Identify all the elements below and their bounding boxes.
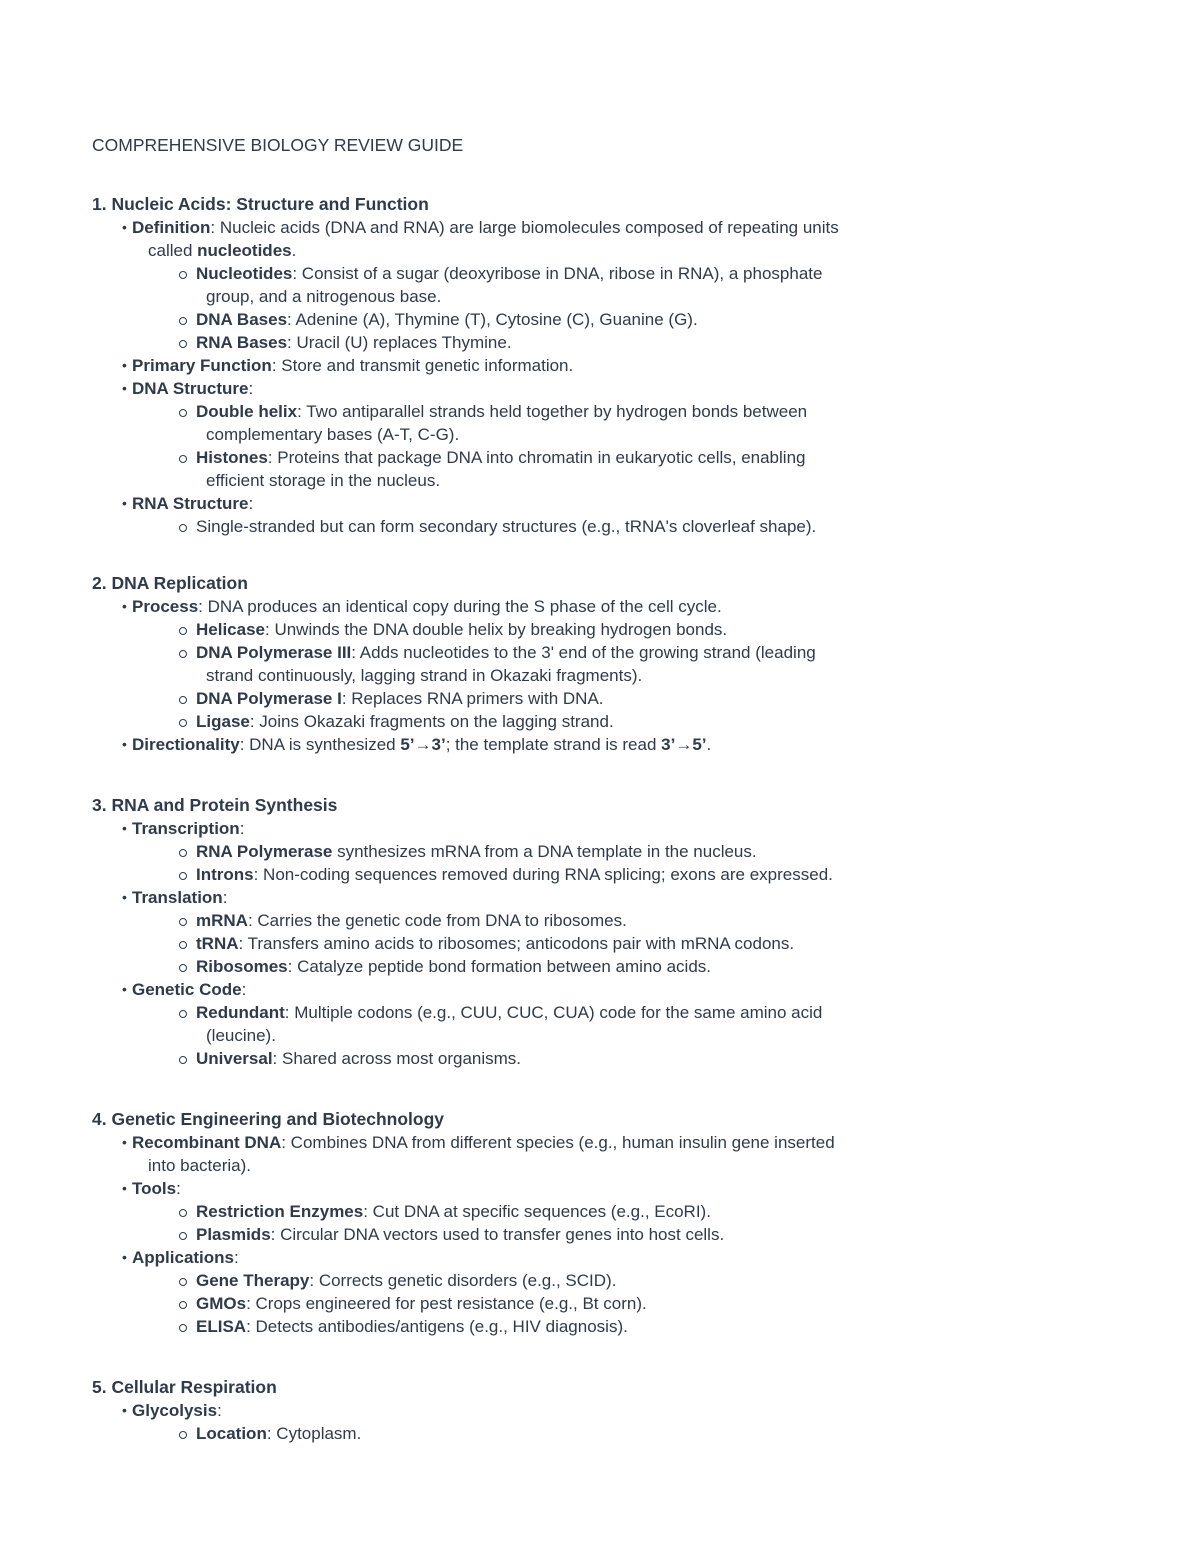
term: Gene Therapy [196, 1271, 310, 1290]
item-text: . [706, 735, 712, 754]
item-text: : Uracil (U) replaces Thymine. [287, 333, 512, 352]
item-text: : Cut DNA at specific sequences (e.g., EcoRI). [363, 1202, 711, 1221]
list-item [122, 1246, 932, 1338]
item-text: : Catalyze peptide bond formation between amino acids. [287, 957, 712, 976]
section-heading: 4. Genetic Engineering and Biotechnology [92, 1109, 444, 1129]
section-rna-protein-synthesis [92, 794, 932, 1070]
item-text: synthesizes mRNA from a DNA template in the nucleus. [332, 842, 757, 861]
bullet-list [92, 1399, 932, 1445]
term: Restriction Enzymes [196, 1202, 364, 1221]
term: Genetic Code [132, 980, 242, 999]
sub-list-item [179, 1047, 932, 1070]
sub-list-item [179, 1001, 932, 1047]
item-text: : Store and transmit genetic information. [271, 356, 574, 375]
item-text: : [222, 888, 228, 907]
section-heading: 2. DNA Replication [92, 573, 248, 593]
item-text: : Shared across most organisms. [272, 1049, 522, 1068]
sub-list-item [179, 909, 932, 932]
list-item [122, 377, 932, 492]
item-text: called [148, 241, 198, 260]
sub-list [132, 1200, 932, 1246]
term: Definition [132, 218, 211, 237]
section-heading: 1. Nucleic Acids: Structure and Function [92, 194, 429, 214]
sub-list-item [179, 687, 932, 710]
continuation: complementary bases (A-T, C-G). [206, 425, 460, 444]
sub-list-item [179, 863, 932, 886]
term: Universal [196, 1049, 273, 1068]
item-text: : Proteins that package DNA into chromatin in eukaryotic cells, enabling [267, 448, 806, 467]
sub-list [132, 400, 932, 492]
item-text: : Nucleic acids (DNA and RNA) are large biomolecules composed of repeating units [210, 218, 839, 237]
sub-list [132, 262, 932, 354]
sub-list-item [179, 446, 932, 492]
item-text: : [241, 980, 247, 999]
item-text: ; the template strand is read [445, 735, 662, 754]
item-text: : Joins Okazaki fragments on the lagging strand. [249, 712, 614, 731]
item-text: : [248, 494, 254, 513]
item-text: : Multiple codons (e.g., CUU, CUC, CUA) code for the same amino acid [284, 1003, 823, 1022]
item-text: : [248, 379, 254, 398]
bullet-list [92, 1131, 932, 1338]
item-text: : Unwinds the DNA double helix by breaking hydrogen bonds. [265, 620, 728, 639]
sub-list-item [179, 618, 932, 641]
item-text: : [176, 1179, 181, 1198]
sub-list-item [179, 308, 932, 331]
term: ELISA [196, 1317, 247, 1336]
sub-list-item [179, 262, 932, 308]
term: Introns [196, 865, 254, 884]
term: DNA Polymerase I [196, 689, 342, 708]
sub-list-item [179, 932, 932, 955]
term: Directionality [132, 735, 240, 754]
continuation: efficient storage in the nucleus. [206, 471, 441, 490]
item-text: : Non-coding sequences removed during RNA splicing; exons are expressed. [253, 865, 833, 884]
term: DNA Polymerase III [196, 643, 352, 662]
term: Histones [196, 448, 268, 467]
continuation: group, and a nitrogenous base. [206, 287, 442, 306]
term: Ligase [196, 712, 250, 731]
term: Recombinant DNA [132, 1133, 282, 1152]
list-item [122, 733, 932, 756]
bullet-list [92, 595, 932, 756]
item-text: : [234, 1248, 239, 1267]
sub-list-item [179, 710, 932, 733]
item-text: : Detects antibodies/antigens (e.g., HIV diagnosis). [246, 1317, 628, 1336]
item-text: : Adenine (A), Thymine (T), Cytosine (C), Guanine (G). [287, 310, 698, 329]
term: Glycolysis [132, 1401, 218, 1420]
term: Applications [132, 1248, 235, 1267]
sub-list [132, 1269, 932, 1338]
sub-list [132, 909, 932, 978]
item-text: : [239, 819, 245, 838]
term: Double helix [196, 402, 298, 421]
term: RNA Polymerase [196, 842, 333, 861]
sub-list-item [179, 641, 932, 687]
term: Tools [132, 1179, 177, 1198]
sub-list-item [179, 1200, 932, 1223]
list-item [122, 216, 932, 354]
item-text: : Carries the genetic code from DNA to ribosomes. [247, 911, 627, 930]
sub-list-item [179, 515, 932, 538]
term: Redundant [196, 1003, 285, 1022]
list-item [122, 1177, 932, 1246]
sub-list [132, 1001, 932, 1070]
term: Plasmids [196, 1225, 271, 1244]
sub-list-item [179, 331, 932, 354]
sub-list-item [179, 1223, 932, 1246]
term: Helicase [196, 620, 265, 639]
item-text: : DNA is synthesized [239, 735, 401, 754]
section-dna-replication [92, 572, 932, 756]
document-title: COMPREHENSIVE BIOLOGY REVIEW GUIDE [92, 135, 464, 155]
term: tRNA [196, 934, 239, 953]
item-text: : Adds nucleotides to the 3' end of the growing strand (leading [351, 643, 816, 662]
term: Process [132, 597, 199, 616]
section-nucleic-acids [92, 193, 932, 538]
document-body [92, 193, 932, 1471]
item-text: : Corrects genetic disorders (e.g., SCID). [309, 1271, 617, 1290]
item-text: : Cytoplasm. [266, 1424, 362, 1443]
item-text: : Transfers amino acids to ribosomes; anticodons pair with mRNA codons. [238, 934, 795, 953]
term: GMOs [196, 1294, 247, 1313]
item-text: Single-stranded but can form secondary structures (e.g., tRNA's cloverleaf shape). [196, 517, 817, 536]
sub-list [132, 840, 932, 886]
term: Transcription [132, 819, 240, 838]
continuation: into bacteria). [148, 1156, 251, 1175]
term: Primary Function [132, 356, 272, 375]
continuation: (leucine). [206, 1026, 276, 1045]
bullet-list [92, 817, 932, 1070]
sub-list-item [179, 1315, 932, 1338]
bullet-list [92, 216, 932, 538]
sub-list-item [179, 955, 932, 978]
list-item [122, 492, 932, 538]
term: 5’→3’ [400, 735, 446, 754]
term: RNA Bases [196, 333, 288, 352]
term: Nucleotides [196, 264, 293, 283]
term: mRNA [196, 911, 248, 930]
list-item [122, 595, 932, 733]
term: Translation [132, 888, 223, 907]
item-text: : Circular DNA vectors used to transfer genes into host cells. [270, 1225, 725, 1244]
list-item [122, 354, 932, 377]
item-text: : Combines DNA from different species (e.g., human insulin gene inserted [281, 1133, 835, 1152]
sub-list [132, 515, 932, 538]
list-item [122, 1131, 932, 1177]
list-item [122, 1399, 932, 1445]
term: Ribosomes [196, 957, 288, 976]
sub-list-item [179, 1269, 932, 1292]
sub-list-item [179, 840, 932, 863]
item-text: : [217, 1401, 222, 1420]
list-item [122, 817, 932, 886]
item-text: : Replaces RNA primers with DNA. [341, 689, 604, 708]
list-item [122, 978, 932, 1070]
continuation: strand continuously, lagging strand in Okazaki fragments). [206, 666, 643, 685]
section-heading: 5. Cellular Respiration [92, 1377, 277, 1397]
item-text: : Two antiparallel strands held together by hydrogen bonds between [297, 402, 808, 421]
term: RNA Structure [132, 494, 249, 513]
item-text: : Consist of a sugar (deoxyribose in DNA, ribose in RNA), a phosphate [292, 264, 823, 283]
item-text: : DNA produces an identical copy during the S phase of the cell cycle. [198, 597, 722, 616]
list-item [122, 886, 932, 978]
section-heading: 3. RNA and Protein Synthesis [92, 795, 338, 815]
term: 3’→5’ [661, 735, 707, 754]
item-text: . [291, 241, 297, 260]
continuation [132, 239, 932, 262]
section-cellular-respiration [92, 1376, 932, 1445]
term: Location [196, 1424, 267, 1443]
term: DNA Bases [196, 310, 288, 329]
sub-list-item [179, 400, 932, 446]
term: nucleotides [197, 241, 292, 260]
item-text: : Crops engineered for pest resistance (e.g., Bt corn). [246, 1294, 647, 1313]
sub-list-item [179, 1292, 932, 1315]
sub-list [132, 618, 932, 733]
sub-list [132, 1422, 932, 1445]
term: DNA Structure [132, 379, 249, 398]
sub-list-item [179, 1422, 932, 1445]
section-genetic-engineering [92, 1108, 932, 1338]
